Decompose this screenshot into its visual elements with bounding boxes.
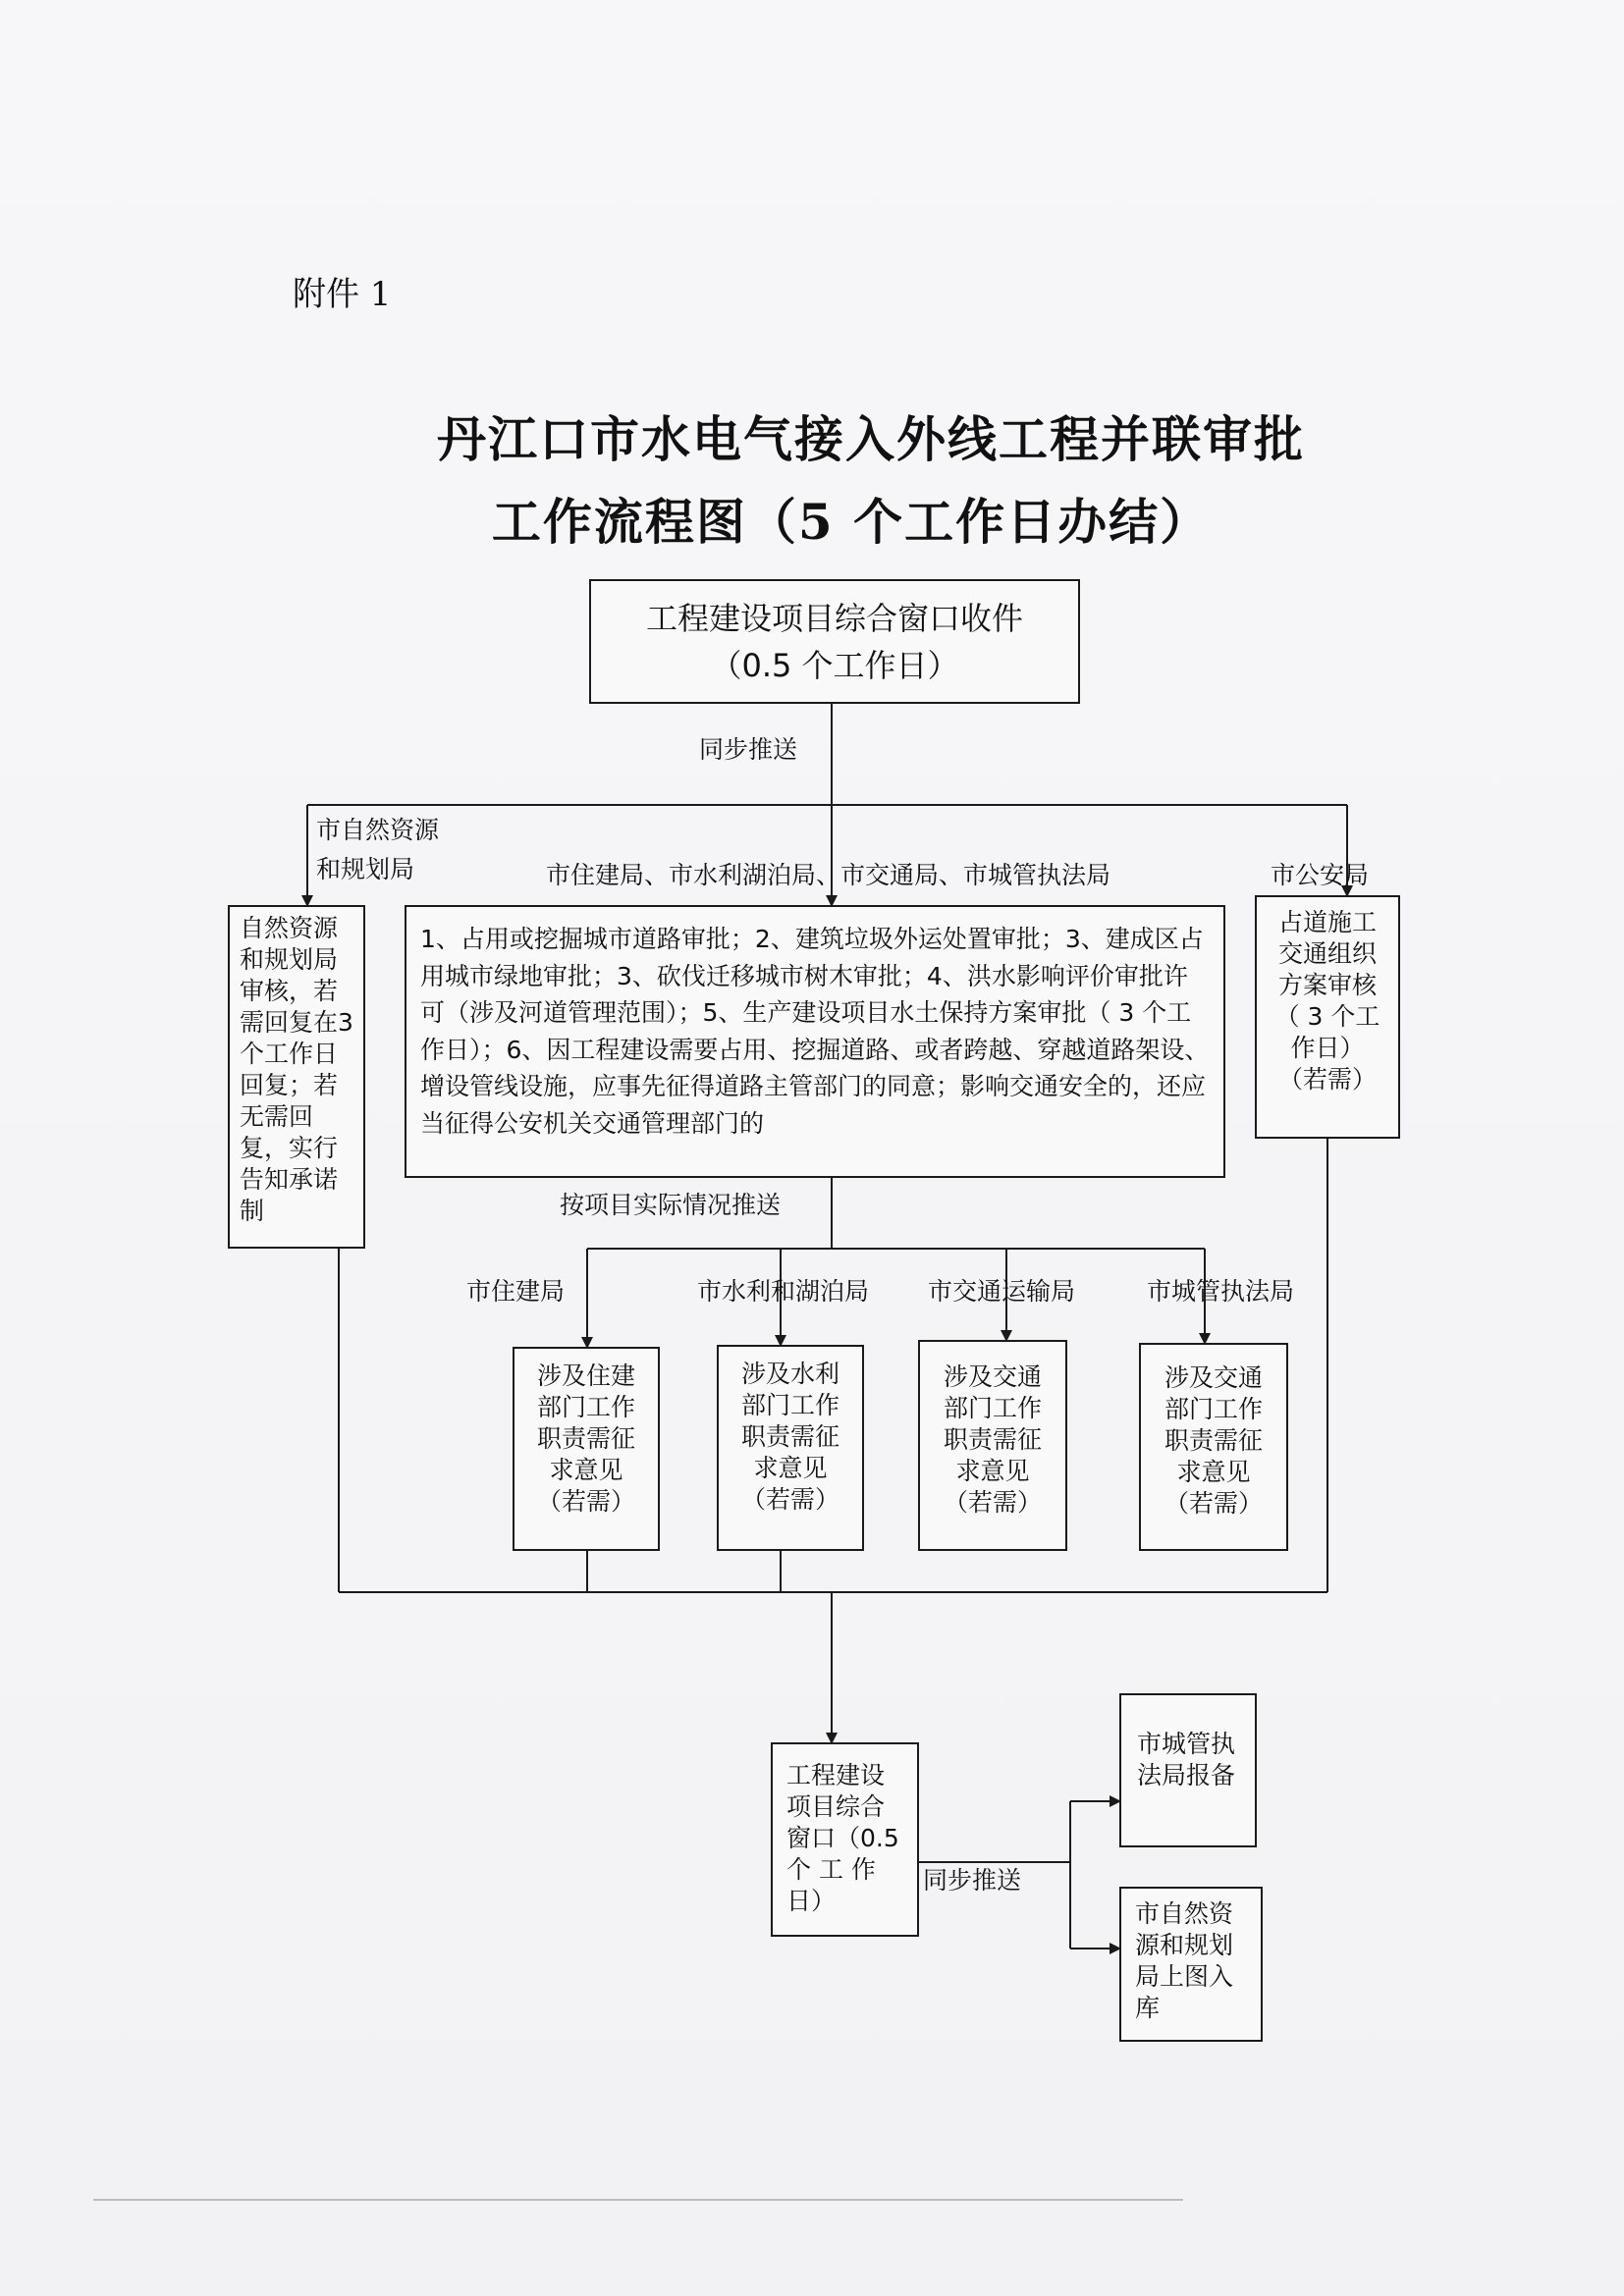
dept-3-label: 市交通运输局 [928,1277,1076,1306]
dept-2-line4: 求意见 [753,1454,828,1482]
right-box-line6: （若需） [1277,1065,1377,1094]
mid-approval-box: 1、占用或挖掘城市道路审批；2、建筑垃圾外运处置审批；3、建成区占用城市绿地审批；3、砍伐迁移城市树木审批；4、洪水影响评价审批许可（涉及河道管理范围）；5、生产建设项目水土保持方案审批（ 3 个工作日）；6、因工程建设需要占用、挖掘道路、或者跨越、穿越道路架设、增设管线设施，应事先征得道路主管部门的同意；影响交通安全的，还应当征得公安机关交通管理部门的 [405,905,1225,1178]
left-review-box: 自然资源和规划局审核，若需回复在3 个工作日回复；若无需回复，实行告知承诺制 [228,905,365,1249]
page-title-line1: 丹江口市水电气接入外线工程并联审批 [437,410,1305,468]
step1-line1: 工程建设项目综合窗口收件 [645,600,1023,637]
final-window-box: 工程建设项目综合窗口（0.5 个 工 作日） [771,1742,919,1937]
dept-3-box [918,1340,1067,1551]
footer-divider [93,2199,1183,2201]
right-police-box [1255,895,1400,1139]
dept-3-line3: 职责需征 [943,1425,1042,1454]
dept-3-line2: 部门工作 [943,1394,1042,1422]
right-box-line4: （ 3 个工 [1274,1002,1380,1031]
dept-4-label: 市城管执法局 [1147,1277,1295,1306]
right-box-line1: 占道施工 [1277,908,1377,936]
dept-4-line4: 求意见 [1176,1458,1251,1486]
dept-4-line2: 部门工作 [1164,1395,1263,1423]
push-actual-label: 按项目实际情况推送 [560,1191,782,1219]
dept-2-line2: 部门工作 [740,1391,839,1419]
branch-left-line1: 市自然资源 [316,816,440,844]
attachment-label: 附件 1 [293,275,392,314]
dept-4-line1: 涉及交通 [1164,1363,1263,1392]
dept-4-box [1139,1343,1288,1551]
dept-2-line1: 涉及水利 [740,1360,839,1388]
dept-1-line3: 职责需征 [536,1424,635,1453]
dept-4-line3: 职责需征 [1164,1426,1263,1455]
sync-push-label-1: 同步推送 [699,735,798,764]
branch-left-line2: 和规划局 [316,855,415,883]
dept-2-line5: （若需） [740,1485,839,1514]
dept-1-line4: 求意见 [549,1456,623,1484]
dept-2-box [717,1345,864,1551]
dept-2-label: 市水利和湖泊局 [697,1277,870,1306]
dept-2-line3: 职责需征 [740,1422,839,1451]
dept-1-label: 市住建局 [466,1277,566,1306]
dept-3-line5: （若需） [943,1488,1042,1517]
branch-right-label: 市公安局 [1271,861,1370,889]
right-box-line5: 作日） [1290,1034,1365,1062]
branch-mid-label: 市住建局、市水利湖泊局、市交通局、市城管执法局 [546,861,1111,889]
dept-1-line2: 部门工作 [536,1393,635,1421]
dept-3-line1: 涉及交通 [943,1362,1042,1391]
out-top-box: 市城管执法局报备 [1119,1693,1257,1847]
right-box-line2: 交通组织 [1277,939,1377,968]
dept-1-line1: 涉及住建 [536,1362,635,1390]
sync-push-label-2: 同步推送 [923,1866,1022,1895]
dept-1-line5: （若需） [536,1487,635,1516]
branch-left-label [316,811,439,889]
step1-line2: （0.5 个工作日） [710,647,959,684]
dept-4-line5: （若需） [1164,1489,1263,1518]
page-title-line2: 工作流程图（5 个工作日办结） [491,493,1212,551]
out-bottom-box: 市自然资源和规划局上图入库 [1119,1887,1263,2042]
dept-1-box [513,1347,660,1551]
right-box-line3: 方案审核 [1277,971,1377,999]
step1-box [589,579,1080,704]
dept-3-line4: 求意见 [955,1457,1030,1485]
